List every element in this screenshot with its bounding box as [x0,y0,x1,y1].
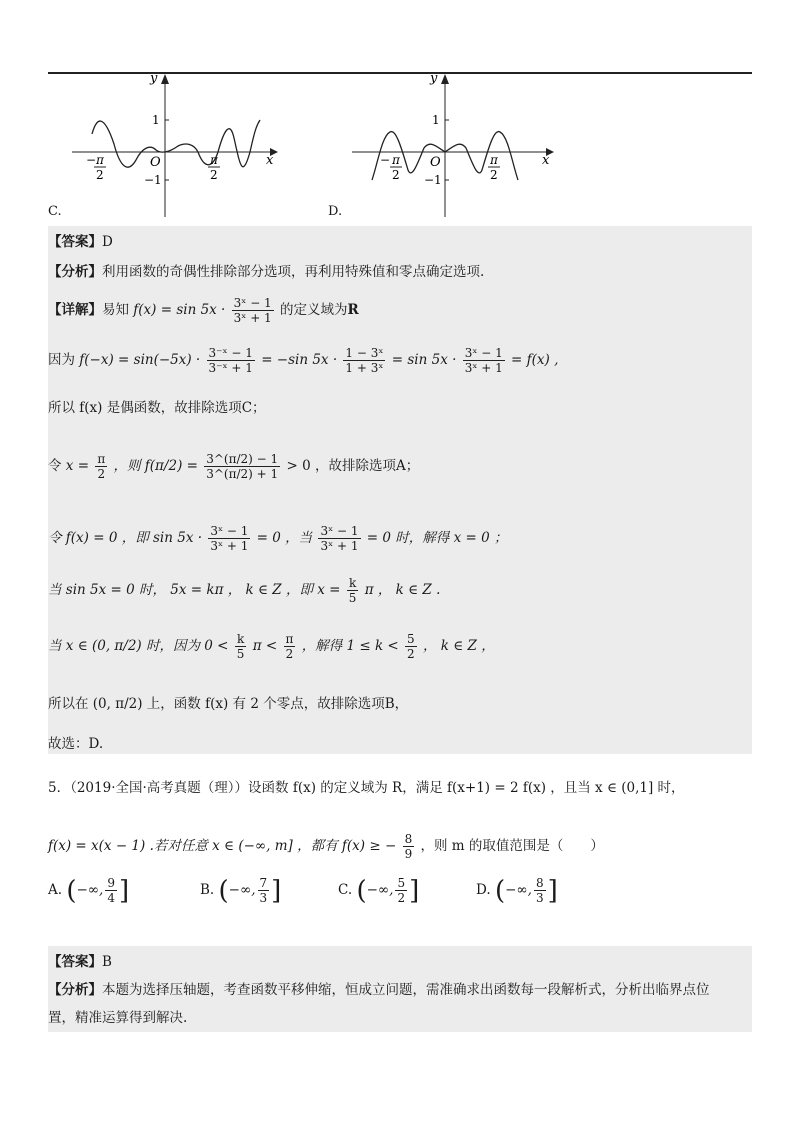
math-expr: −∞, [366,882,394,898]
denominator: 9 [404,847,413,861]
fraction [208,524,250,553]
left-paren: ( [494,875,506,906]
tick-neg1: −1 [424,173,442,187]
right-bracket: ] [547,875,558,906]
answer-value: D [102,234,113,250]
q5-stem-line-2 [48,832,604,861]
math-expr: ，解得 1 ≤ k < [301,638,399,654]
analysis-tag: 【分析】 [48,264,102,280]
tick-neg-two: 2 [96,168,104,182]
choice-label: B. [200,882,215,898]
tick-neg-two: 2 [392,168,400,182]
numerator: 5 [407,632,415,646]
denominator: 5 [236,647,245,661]
tick-pi: π [490,153,498,167]
x-axis-label: x [542,153,550,168]
fraction [318,524,360,553]
q4-detail-line-8: 所以在 (0, π/2) 上，函数 f(x) 有 2 个零点，故排除选项B， [48,696,409,712]
math-expr: = 0 时，解得 x = 0 ； [366,530,508,546]
choice-label: D. [476,882,491,898]
q5-stem-line-1: 5．（2019·全国·高考真题（理））设函数 f(x) 的定义域为 R，满足 f(x+1) = 2 f(x) ，且当 x ∈ (0,1] 时， [48,780,685,796]
math-expr: f(x) = sin 5x · [133,302,226,318]
math-expr: = f(x) , [511,352,559,368]
numerator: π [97,452,106,466]
fraction [258,876,270,905]
q4-analysis-line [48,262,484,282]
numerator: 1 − 3ˣ [345,346,384,360]
fraction [395,876,407,905]
tick-1: 1 [152,113,160,127]
q5-choice-a[interactable] [48,876,129,905]
text: 因为 [48,352,75,368]
graph-option-d [350,72,570,220]
option-d-label: D. [328,204,343,219]
numerator: π [285,632,294,646]
right-bracket: ] [409,875,420,906]
denominator: 3 [535,891,544,905]
math-expr: f(x) = x(x − 1) .若对任意 x ∈ (−∞, m] ，都有 f(x) ≥ − [48,838,397,854]
answer-tag: 【答案】 [48,954,102,970]
numerator: 3^(π/2) − 1 [206,452,279,466]
fraction [105,876,117,905]
numerator: 5 [397,876,406,890]
math-expr: ， k ∈ Z ， [422,638,495,654]
fraction [405,632,417,661]
math-expr: −∞, [505,882,532,898]
math-expr: π ， k ∈ Z . [364,582,441,598]
choice-label: C. [338,882,353,898]
math-expr: = sin 5x · [391,352,457,368]
set-R: R [347,302,359,318]
text: 易知 [102,302,129,318]
tick-two: 2 [490,168,498,182]
q5-answer-line [48,952,112,972]
analysis-text: 本题为选择压轴题，考查函数平移伸缩，恒成立问题，需准确求出函数每一段解析式，分析出临界点位 [102,982,710,998]
fraction [534,876,546,905]
denominator: 3ˣ + 1 [464,361,503,375]
q4-detail-line-4 [48,452,419,481]
math-expr: = −sin 5x · [261,352,338,368]
origin-label: O [430,155,441,170]
y-axis-label: y [430,72,438,86]
analysis-tag: 【分析】 [48,982,102,998]
numerator: 8 [404,832,413,846]
math-expr: 当 x ∈ (0, π/2) 时，因为 0 < [48,638,229,654]
answer-tag: 【答案】 [48,234,102,250]
numerator: 3ˣ − 1 [464,346,503,360]
denominator: 3^(π/2) + 1 [206,467,279,481]
numerator: k [235,632,247,647]
numerator: 8 [535,876,544,890]
q5-choice-c[interactable] [338,876,419,905]
denominator: 4 [107,891,115,905]
denominator: 3ˣ + 1 [320,539,359,553]
q4-detail-line-3: 所以 f(x) 是偶函数，故排除选项C； [48,400,266,416]
text: 的定义域为 [280,302,348,318]
q5-choice-b[interactable] [200,876,281,905]
denominator: 2 [285,647,294,661]
y-axis-label: y [150,72,158,86]
denominator: 1 + 3ˣ [345,361,384,375]
tick-two: 2 [210,168,218,182]
q4-detail-line-5 [48,524,507,553]
right-bracket: ] [271,875,282,906]
denominator: 2 [397,891,406,905]
curve-c [92,120,260,167]
math-expr: π < [252,638,278,654]
fraction [343,346,385,375]
denominator: 3⁻ˣ + 1 [208,361,253,375]
left-paren: ( [218,875,229,906]
numerator: 7 [259,876,268,890]
denominator: 3 [259,891,268,905]
q4-detail-line-9: 故选：D. [48,736,104,752]
analysis-text: 利用函数的奇偶性排除部分选项，再利用特殊值和零点确定选项. [102,264,485,280]
denominator: 3ˣ + 1 [210,539,249,553]
numerator: 3ˣ − 1 [233,296,272,310]
numerator: 9 [107,876,115,890]
tick-minus: − [86,153,97,167]
math-expr: x = [65,458,90,474]
fraction [207,346,255,375]
numerator: k [347,576,359,591]
fraction [347,576,359,605]
q5-choice-d[interactable] [476,876,558,905]
numerator: 3ˣ − 1 [320,524,359,538]
text: ，则 m 的取值范围是（ ） [420,838,604,854]
left-paren: ( [356,875,367,906]
numerator: 3⁻ˣ − 1 [208,346,253,360]
tick-1: 1 [432,113,440,127]
tick-neg-pi: π [96,153,104,167]
fraction [463,346,505,375]
denominator: 2 [407,647,415,661]
q4-answer-line [48,232,113,252]
tick-minus: − [380,153,391,167]
tick-pi: π [210,153,218,167]
origin-label: O [150,155,161,170]
tick-neg-pi: π [392,153,400,167]
q4-detail-line-1 [48,296,359,325]
text: 令 [48,458,62,474]
q4-detail-line-7 [48,632,495,661]
left-paren: ( [66,875,77,906]
q5-analysis-line-2: 置，精准运算得到解决. [48,1010,188,1026]
right-bracket: ] [119,875,130,906]
math-expr: 当 sin 5x = 0 时， 5x = kπ ， k ∈ Z ，即 x = [48,582,341,598]
denominator: 5 [348,591,357,605]
q4-detail-line-2 [48,346,558,375]
math-expr: = 0 ，当 [256,530,313,546]
answer-value: B [102,954,112,970]
option-c-label: C. [48,204,62,219]
text: > 0 ，故排除选项A； [286,458,420,474]
graph-option-c [70,72,290,220]
q5-analysis-line-1 [48,980,710,1000]
q4-detail-line-6 [48,576,440,605]
detail-tag: 【详解】 [48,302,102,318]
math-expr: 令 f(x) = 0 ，即 sin 5x · [48,530,203,546]
math-expr: −∞, [76,882,104,898]
fraction [232,296,274,325]
denominator: 3ˣ + 1 [233,311,272,325]
fraction [284,632,296,661]
fraction [403,832,415,861]
math-expr: −∞, [228,882,256,898]
x-axis-label: x [266,153,274,168]
math-expr: ，则 f(π/2) = [113,458,198,474]
numerator: 3ˣ − 1 [210,524,249,538]
denominator: 2 [97,467,106,481]
fraction [204,452,280,481]
fraction [235,632,247,661]
fraction [95,452,107,481]
tick-neg1: −1 [144,173,162,187]
choice-label: A. [48,882,63,898]
math-expr: f(−x) = sin(−5x) · [79,352,201,368]
